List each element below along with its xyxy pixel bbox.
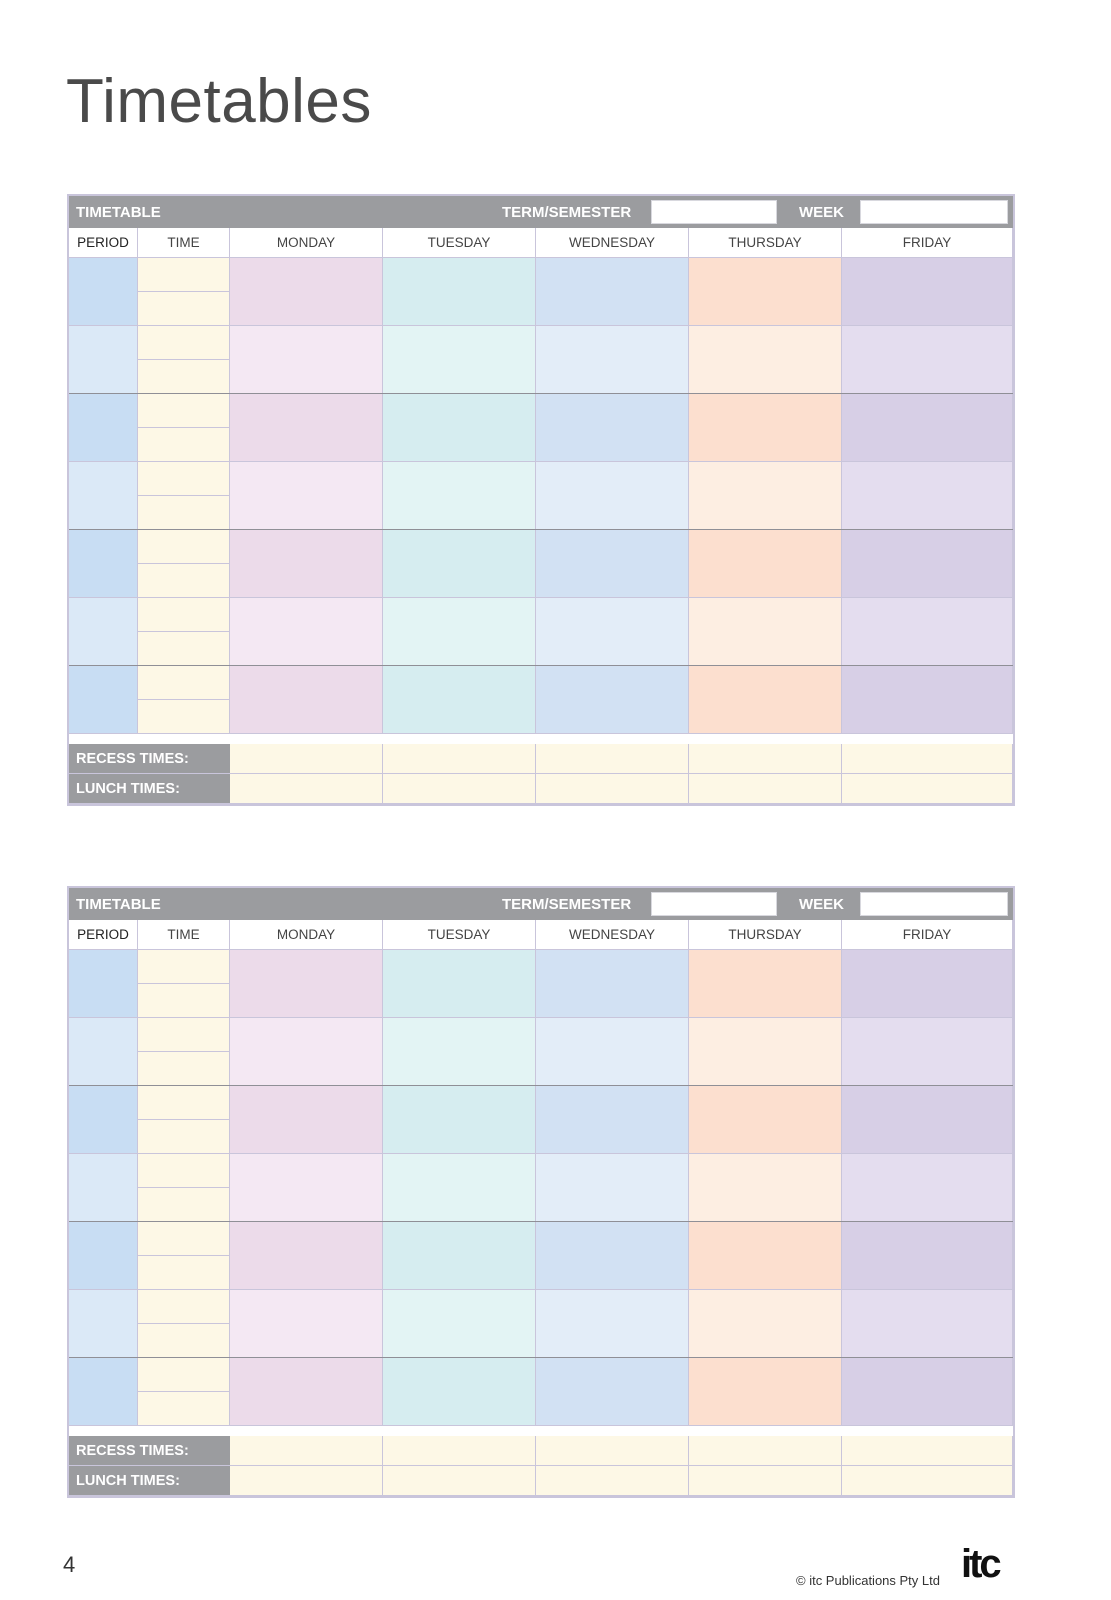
term-semester-field[interactable]	[651, 892, 777, 916]
time-cell[interactable]	[138, 462, 230, 496]
day-cell-friday[interactable]	[842, 1154, 1013, 1222]
day-cell-tuesday[interactable]	[383, 1222, 536, 1290]
day-cell-friday[interactable]	[842, 258, 1013, 326]
recess-times-cell-friday[interactable]	[842, 1436, 1013, 1466]
period-cell[interactable]	[69, 1290, 138, 1358]
recess-times-cell-thursday[interactable]	[689, 744, 842, 774]
period-cell[interactable]	[69, 1018, 138, 1086]
column-header: TIME	[138, 228, 230, 258]
day-cell-wednesday[interactable]	[536, 1018, 689, 1086]
day-cell-friday[interactable]	[842, 530, 1013, 598]
period-cell[interactable]	[69, 326, 138, 394]
time-cell[interactable]	[138, 700, 230, 734]
day-cell-wednesday[interactable]	[536, 950, 689, 1018]
time-cell[interactable]	[138, 632, 230, 666]
time-cell[interactable]	[138, 1018, 230, 1052]
day-cell-thursday[interactable]	[689, 950, 842, 1018]
day-cell-monday[interactable]	[230, 598, 383, 666]
time-cell[interactable]	[138, 598, 230, 632]
time-cell[interactable]	[138, 984, 230, 1018]
period-cell[interactable]	[69, 1154, 138, 1222]
time-cell[interactable]	[138, 292, 230, 326]
recess-times-label: RECESS TIMES:	[69, 744, 232, 774]
day-cell-monday[interactable]	[230, 1154, 383, 1222]
timetable-grid	[69, 950, 1013, 1436]
column-header: PERIOD	[69, 920, 138, 950]
day-cell-monday[interactable]	[230, 1086, 383, 1154]
time-cell[interactable]	[138, 360, 230, 394]
time-cell[interactable]	[138, 496, 230, 530]
period-cell[interactable]	[69, 530, 138, 598]
day-cell-wednesday[interactable]	[536, 1222, 689, 1290]
day-cell-tuesday[interactable]	[383, 1018, 536, 1086]
day-cell-tuesday[interactable]	[383, 394, 536, 462]
recess-times-row	[69, 1436, 1013, 1466]
day-cell-wednesday[interactable]	[536, 258, 689, 326]
day-cell-wednesday[interactable]	[536, 1290, 689, 1358]
recess-times-cell-friday[interactable]	[842, 744, 1013, 774]
day-cell-wednesday[interactable]	[536, 666, 689, 734]
day-cell-monday[interactable]	[230, 462, 383, 530]
day-cell-tuesday[interactable]	[383, 1358, 536, 1426]
term-semester-field[interactable]	[651, 200, 777, 224]
lunch-times-cell-thursday[interactable]	[689, 774, 842, 804]
recess-times-cell-wednesday[interactable]	[536, 744, 689, 774]
column-header: PERIOD	[69, 228, 138, 258]
column-header: TUESDAY	[383, 920, 536, 950]
day-cell-friday[interactable]	[842, 1358, 1013, 1426]
timetable-title: TIMETABLE	[76, 896, 161, 913]
time-cell[interactable]	[138, 530, 230, 564]
day-cell-wednesday[interactable]	[536, 1154, 689, 1222]
day-cell-monday[interactable]	[230, 666, 383, 734]
day-cell-friday[interactable]	[842, 1290, 1013, 1358]
column-header: FRIDAY	[842, 920, 1013, 950]
week-label: WEEK	[799, 204, 844, 221]
lunch-times-label: LUNCH TIMES:	[69, 774, 232, 804]
day-cell-friday[interactable]	[842, 1018, 1013, 1086]
time-cell[interactable]	[138, 1290, 230, 1324]
day-cell-tuesday[interactable]	[383, 598, 536, 666]
svg-text:itc: itc	[961, 1544, 999, 1582]
day-cell-monday[interactable]	[230, 1290, 383, 1358]
copyright-notice: © itc Publications Pty Ltd	[796, 1573, 940, 1588]
day-cell-monday[interactable]	[230, 530, 383, 598]
week-field[interactable]	[860, 892, 1008, 916]
day-cell-tuesday[interactable]	[383, 950, 536, 1018]
day-cell-friday[interactable]	[842, 1086, 1013, 1154]
column-header: TUESDAY	[383, 228, 536, 258]
day-cell-wednesday[interactable]	[536, 1358, 689, 1426]
lunch-times-cell-tuesday[interactable]	[383, 1466, 536, 1496]
timetable-header-bar	[69, 196, 1013, 228]
week-label: WEEK	[799, 896, 844, 913]
week-field[interactable]	[860, 200, 1008, 224]
day-cell-monday[interactable]	[230, 1358, 383, 1426]
column-header: MONDAY	[230, 920, 383, 950]
day-cell-thursday[interactable]	[689, 1154, 842, 1222]
lunch-times-cell-thursday[interactable]	[689, 1466, 842, 1496]
day-cell-wednesday[interactable]	[536, 462, 689, 530]
day-cell-tuesday[interactable]	[383, 530, 536, 598]
lunch-times-cell-wednesday[interactable]	[536, 774, 689, 804]
itc-logo	[961, 1544, 1017, 1582]
time-cell[interactable]	[138, 1120, 230, 1154]
day-cell-friday[interactable]	[842, 950, 1013, 1018]
column-header: WEDNESDAY	[536, 228, 689, 258]
day-cell-friday[interactable]	[842, 394, 1013, 462]
timetable-2	[67, 886, 1015, 1498]
day-cell-friday[interactable]	[842, 1222, 1013, 1290]
lunch-times-cell-tuesday[interactable]	[383, 774, 536, 804]
time-cell[interactable]	[138, 1052, 230, 1086]
column-header: THURSDAY	[689, 228, 842, 258]
timetable-1	[67, 194, 1015, 806]
page-title: Timetables	[66, 67, 372, 136]
time-cell[interactable]	[138, 326, 230, 360]
day-cell-wednesday[interactable]	[536, 394, 689, 462]
period-cell[interactable]	[69, 1222, 138, 1290]
recess-times-cell-wednesday[interactable]	[536, 1436, 689, 1466]
time-cell[interactable]	[138, 1222, 230, 1256]
period-cell[interactable]	[69, 1358, 138, 1426]
lunch-times-row	[69, 774, 1013, 804]
day-cell-monday[interactable]	[230, 1018, 383, 1086]
day-cell-tuesday[interactable]	[383, 666, 536, 734]
lunch-times-label: LUNCH TIMES:	[69, 1466, 232, 1496]
time-cell[interactable]	[138, 258, 230, 292]
recess-times-label: RECESS TIMES:	[69, 1436, 232, 1466]
day-cell-wednesday[interactable]	[536, 598, 689, 666]
time-cell[interactable]	[138, 950, 230, 984]
day-cell-friday[interactable]	[842, 462, 1013, 530]
lunch-times-cell-friday[interactable]	[842, 1466, 1013, 1496]
recess-times-cell-tuesday[interactable]	[383, 744, 536, 774]
day-cell-tuesday[interactable]	[383, 462, 536, 530]
day-cell-thursday[interactable]	[689, 1290, 842, 1358]
day-cell-friday[interactable]	[842, 326, 1013, 394]
day-cell-monday[interactable]	[230, 1222, 383, 1290]
day-cell-tuesday[interactable]	[383, 1290, 536, 1358]
time-cell[interactable]	[138, 428, 230, 462]
period-cell[interactable]	[69, 394, 138, 462]
page-number: 4	[63, 1552, 76, 1577]
day-cell-wednesday[interactable]	[536, 326, 689, 394]
lunch-times-cell-monday[interactable]	[230, 1466, 383, 1496]
day-cell-thursday[interactable]	[689, 326, 842, 394]
column-header: MONDAY	[230, 228, 383, 258]
day-cell-friday[interactable]	[842, 598, 1013, 666]
column-header: FRIDAY	[842, 228, 1013, 258]
timetable-title: TIMETABLE	[76, 204, 161, 221]
recess-times-cell-tuesday[interactable]	[383, 1436, 536, 1466]
lunch-times-cell-friday[interactable]	[842, 774, 1013, 804]
recess-times-cell-monday[interactable]	[230, 1436, 383, 1466]
day-cell-friday[interactable]	[842, 666, 1013, 734]
time-cell[interactable]	[138, 1188, 230, 1222]
time-cell[interactable]	[138, 1324, 230, 1358]
time-cell[interactable]	[138, 394, 230, 428]
time-cell[interactable]	[138, 666, 230, 700]
timetable-header-bar	[69, 888, 1013, 920]
term-semester-label: TERM/SEMESTER	[502, 204, 632, 221]
term-semester-label: TERM/SEMESTER	[502, 896, 632, 913]
period-cell[interactable]	[69, 666, 138, 734]
day-cell-thursday[interactable]	[689, 1018, 842, 1086]
lunch-times-cell-monday[interactable]	[230, 774, 383, 804]
day-cell-monday[interactable]	[230, 326, 383, 394]
day-cell-thursday[interactable]	[689, 1086, 842, 1154]
day-cell-thursday[interactable]	[689, 394, 842, 462]
day-cell-thursday[interactable]	[689, 462, 842, 530]
column-header: TIME	[138, 920, 230, 950]
time-cell[interactable]	[138, 564, 230, 598]
column-header: WEDNESDAY	[536, 920, 689, 950]
column-header: THURSDAY	[689, 920, 842, 950]
time-cell[interactable]	[138, 1154, 230, 1188]
day-cell-monday[interactable]	[230, 258, 383, 326]
day-cell-thursday[interactable]	[689, 258, 842, 326]
day-cell-wednesday[interactable]	[536, 1086, 689, 1154]
time-cell[interactable]	[138, 1358, 230, 1392]
recess-times-cell-thursday[interactable]	[689, 1436, 842, 1466]
timetable-grid	[69, 258, 1013, 744]
day-cell-tuesday[interactable]	[383, 326, 536, 394]
day-cell-thursday[interactable]	[689, 530, 842, 598]
day-cell-monday[interactable]	[230, 950, 383, 1018]
day-cell-tuesday[interactable]	[383, 258, 536, 326]
day-cell-tuesday[interactable]	[383, 1154, 536, 1222]
recess-times-cell-monday[interactable]	[230, 744, 383, 774]
period-cell[interactable]	[69, 950, 138, 1018]
day-cell-thursday[interactable]	[689, 598, 842, 666]
day-cell-tuesday[interactable]	[383, 1086, 536, 1154]
period-cell[interactable]	[69, 462, 138, 530]
time-cell[interactable]	[138, 1256, 230, 1290]
period-cell[interactable]	[69, 258, 138, 326]
column-header-row	[69, 920, 1013, 950]
time-cell[interactable]	[138, 1392, 230, 1426]
day-cell-thursday[interactable]	[689, 1358, 842, 1426]
lunch-times-row	[69, 1466, 1013, 1496]
lunch-times-cell-wednesday[interactable]	[536, 1466, 689, 1496]
day-cell-thursday[interactable]	[689, 1222, 842, 1290]
day-cell-monday[interactable]	[230, 394, 383, 462]
column-header-row	[69, 228, 1013, 258]
period-cell[interactable]	[69, 598, 138, 666]
time-cell[interactable]	[138, 1086, 230, 1120]
day-cell-wednesday[interactable]	[536, 530, 689, 598]
recess-times-row	[69, 744, 1013, 774]
day-cell-thursday[interactable]	[689, 666, 842, 734]
period-cell[interactable]	[69, 1086, 138, 1154]
